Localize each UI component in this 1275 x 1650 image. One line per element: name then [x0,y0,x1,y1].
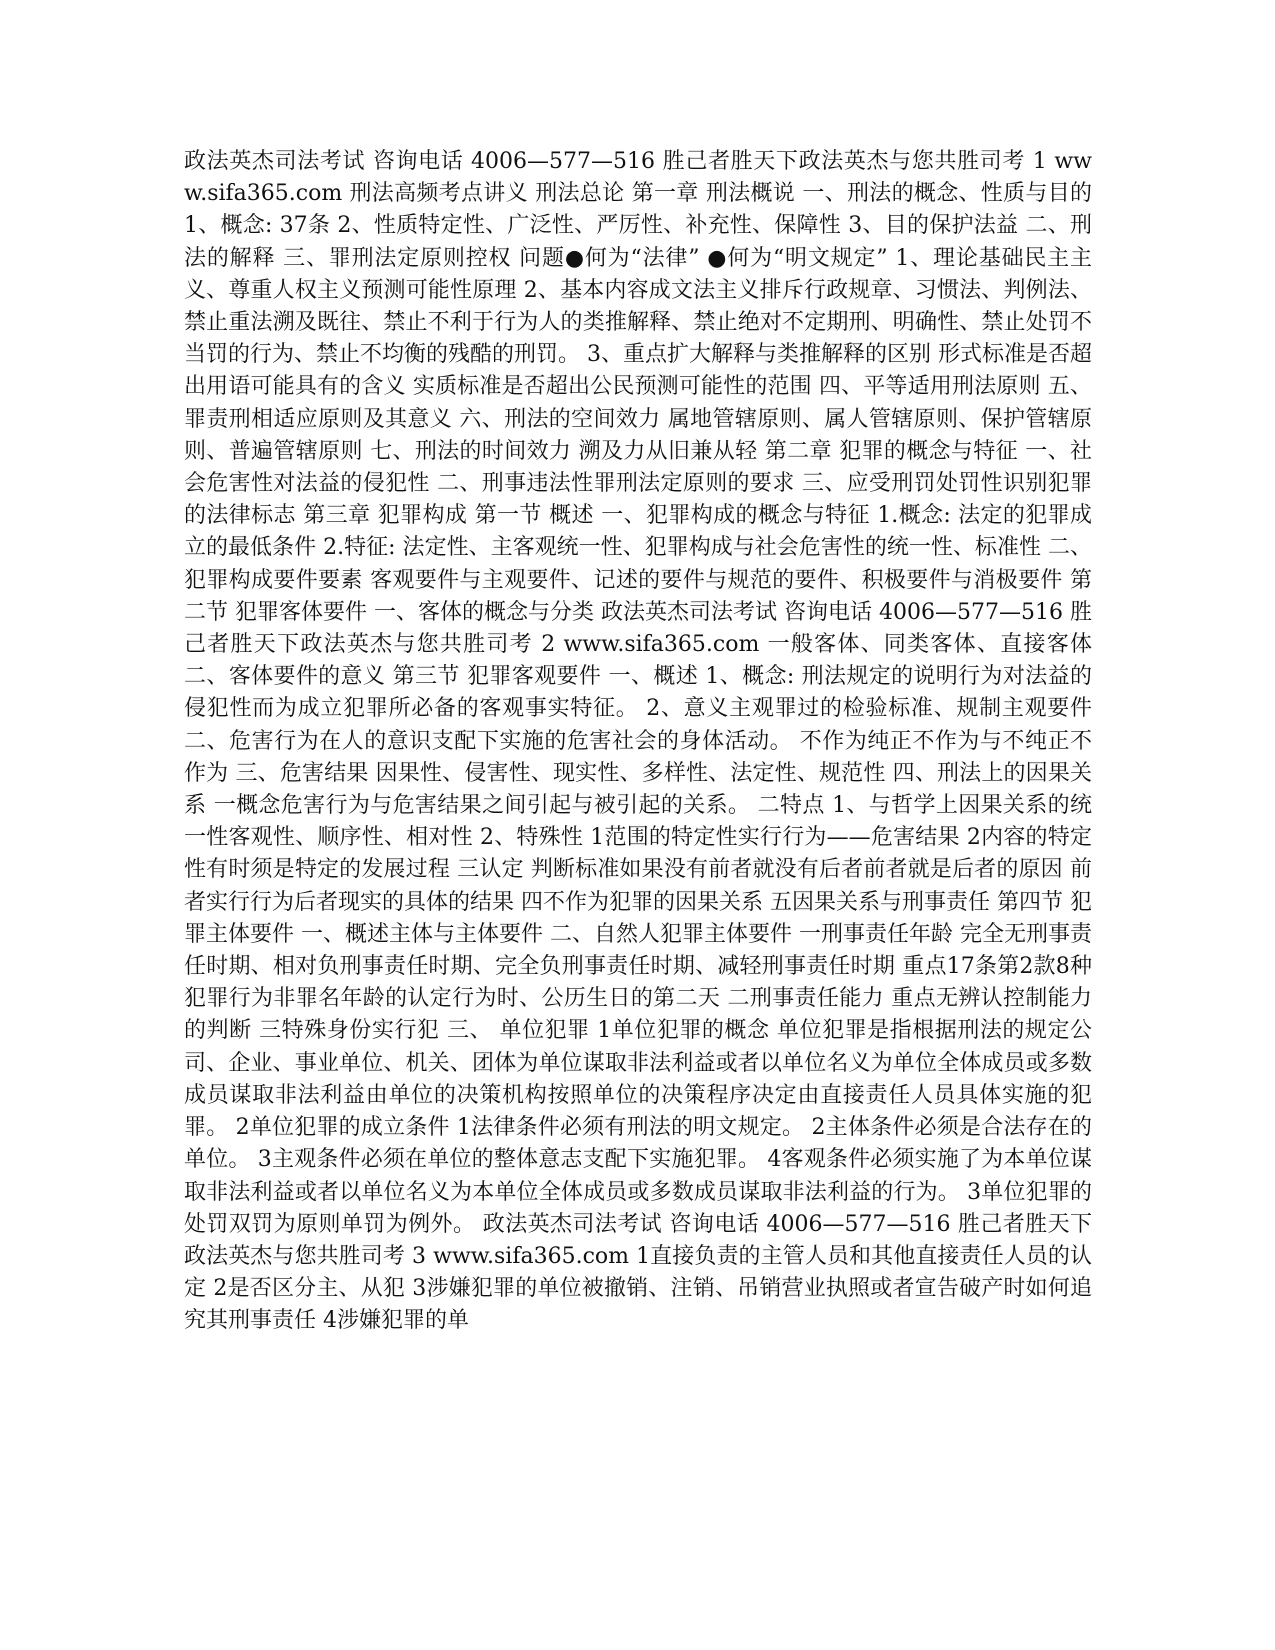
body-text: 政法英杰司法考试 咨询电话 4006—577—516 胜己者胜天下政法英杰与您共胜司考 1 www.sifa365.com 刑法高频考点讲义 刑法总论 第一章 刑法概说 一、刑法的概念、性质与目的 1、概念: 37条 2、性质特定性、广泛性、严厉性、补充性、保障性 3、目的保护法益 二、刑法的解释 三、罪刑法定原则控权 问题●何为“法律” ●何为“明文规定” 1、理论基础民主主义、尊重人权主义预测可能性原理 2、基本内容成文法主义排斥行政规章、习惯法、判例法、禁止重法溯及既往、禁止不利于行为人的类推解释、禁止绝对不定期刑、明确性、禁止处罚不当罚的行为、禁止不均衡的残酷的刑罚。 3、重点扩大解释与类推解释的区别 形式标准是否超出用语可能具有的含义 实质标准是否超出公民预测可能性的范围 四、平等适用刑法原则 五、罪责刑相适应原则及其意义 六、刑法的空间效力 属地管辖原则、属人管辖原则、保护管辖原则、普遍管辖原则 七、刑法的时间效力 溯及力从旧兼从轻 第二章 犯罪的概念与特征 一、社会危害性对法益的侵犯性 二、刑事违法性罪刑法定原则的要求 三、应受刑罚处罚性识别犯罪的法律标志 第三章 犯罪构成 第一节 概述 一、犯罪构成的概念与特征 1.概念: 法定的犯罪成立的最低条件 2.特征: 法定性、主客观统一性、犯罪构成与社会危害性的统一性、标准性 二、犯罪构成要件要素 客观要件与主观要件、记述的要件与规范的要件、积极要件与消极要件 第二节 犯罪客体要件 一、客体的概念与分类 政法英杰司法考试 咨询电话 4006—577—516 胜己者胜天下政法英杰与您共胜司考 2 www.sifa365.com 一般客体、同类客体、直接客体 二、客体要件的意义 第三节 犯罪客观要件 一、概述 1、概念: 刑法规定的说明行为对法益的侵犯性而为成立犯罪所必备的客观事实特征。 2、意义主观罪过的检验标准、规制主观要件 二、危害行为在人的意识支配下实施的危害社会的身体活动。 不作为纯正不作为与不纯正不作为 三、危害结果 因果性、侵害性、现实性、多样性、法定性、规范性 四、刑法上的因果关系 一概念危害行为与危害结果之间引起与被引起的关系。 二特点 1、与哲学上因果关系的统一性客观性、顺序性、相对性 2、特殊性 1范围的特定性实行行为——危害结果 2内容的特定性有时须是特定的发展过程 三认定 判断标准如果没有前者就没有后者前者就是后者的原因 前者实行行为后者现实的具体的结果 四不作为犯罪的因果关系 五因果关系与刑事责任 第四节 犯罪主体要件 一、概述主体与主体要件 二、自然人犯罪主体要件 一刑事责任年龄 完全无刑事责任时期、相对负刑事责任时期、完全负刑事责任时期、减轻刑事责任时期 重点17条第2款8种犯罪行为非罪名年龄的认定行为时、公历生日的第二天 二刑事责任能力 重点无辨认控制能力的判断 三特殊身份实行犯 三、 单位犯罪 1单位犯罪的概念 单位犯罪是指根据刑法的规定公司、企业、事业单位、机关、团体为单位谋取非法利益或者以单位名义为单位全体成员或多数成员谋取非法利益由单位的决策机构按照单位的决策程序决定由直接责任人员具体实施的犯罪。 2单位犯罪的成立条件 1法律条件必须有刑法的明文规定。 2主体条件必须是合法存在的单位。 3主观条件必须在单位的整体意志支配下实施犯罪。 4客观条件必须实施了为本单位谋取非法利益或者以单位名义为本单位全体成员或多数成员谋取非法利益的行为。 3单位犯罪的处罚双罚为原则单罚为例外。 政法英杰司法考试 咨询电话 4006—577—516 胜己者胜天下政法英杰与您共胜司考 3 www.sifa365.com 1直接负责的主管人员和其他直接责任人员的认定 2是否区分主、从犯 3涉嫌犯罪的单位被撤销、注销、吊销营业执照或者宣告破产时如何追究其刑事责任 4涉嫌犯罪的单 [184,149,1092,1334]
